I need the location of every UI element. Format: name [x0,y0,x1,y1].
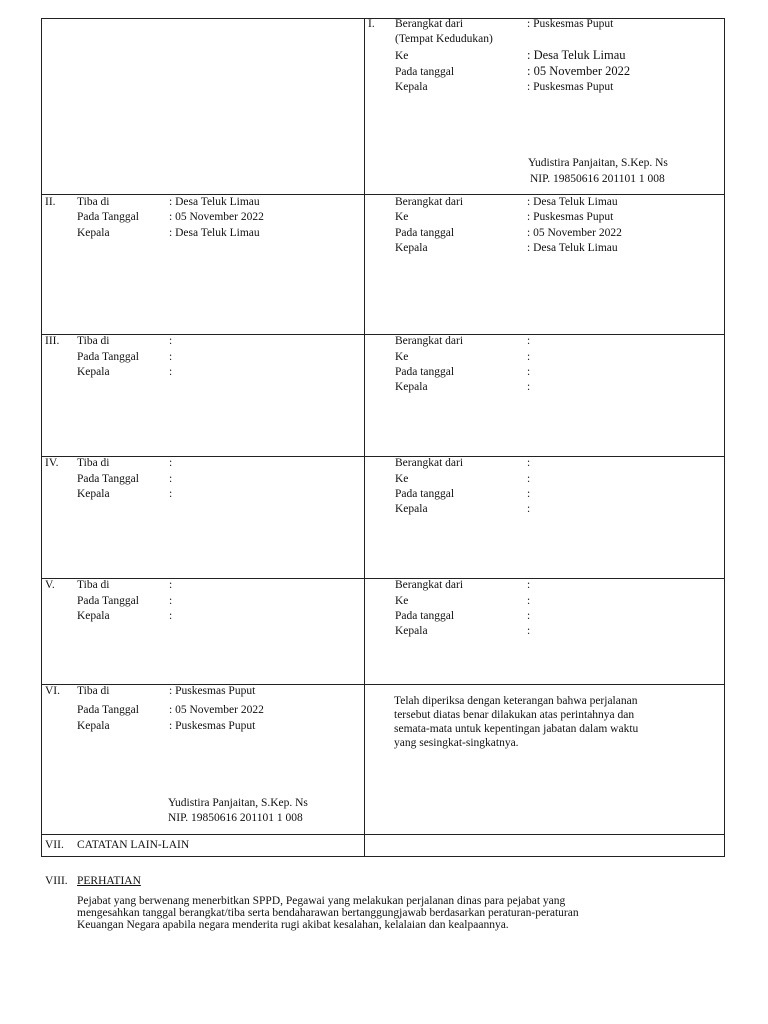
kepala-colon-right: : [527,381,531,393]
tiba-colon: : [169,457,173,469]
tanggal-label: Pada Tanggal [77,595,139,607]
tanggal-value: : 05 November 2022 [169,211,264,223]
kepala-label: Kepala [77,366,110,378]
ke-label: Ke [395,50,409,62]
tanggal-value: : 05 November 2022 [169,704,264,716]
perhatian-text-line-3: Keuangan Negara apabila negara menderita rugi akibat kesalahan, kelalaian dan kealpaannya. [77,919,509,931]
kepala-label: Kepala [77,488,110,500]
berangkat-value: : Desa Teluk Limau [527,196,618,208]
tanggal-label: Pada Tanggal [77,704,139,716]
kepala-colon: : [169,488,173,500]
kepala-colon: : [169,366,173,378]
kepala-label-right: Kepala [395,381,428,393]
signatory-name: Yudistira Panjaitan, S.Kep. Ns [528,157,668,169]
kepala-value: : Puskesmas Puput [527,81,614,93]
ke-label: Ke [395,595,409,607]
perhatian-text-line-1: Pejabat yang berwenang menerbitkan SPPD, Pegawai yang melakukan perjalanan dinas para pejabat yang [77,895,566,907]
tiba-value: : Puskesmas Puput [169,685,256,697]
kepala-label: Kepala [77,720,110,732]
section-number: VIII. [45,875,68,887]
perhatian-title: PERHATIAN [77,875,141,887]
berangkat-sublabel: (Tempat Kedudukan) [395,33,493,45]
kepala-colon: : [169,610,173,622]
berangkat-label: Berangkat dari [395,196,464,208]
tanggal-colon-right: : [527,610,531,622]
section-number: VII. [45,839,64,851]
berangkat-colon: : [527,579,531,591]
ke-label: Ke [395,351,409,363]
kepala-colon-right: : [527,625,531,637]
tanggal-colon: : [169,473,173,485]
row-divider-6 [41,834,725,835]
tiba-colon: : [169,335,173,347]
tiba-label: Tiba di [77,335,110,347]
tanggal-label-right: Pada tanggal [395,227,455,239]
signatory-name: Yudistira Panjaitan, S.Kep. Ns [168,797,308,809]
signatory-nip: NIP. 19850616 201101 1 008 [168,812,303,824]
berangkat-label: Berangkat dari [395,335,464,347]
tanggal-colon-right: : [527,488,531,500]
section-number: IV. [45,457,59,469]
verification-statement-line-1: Telah diperiksa dengan keterangan bahwa perjalanan [394,695,638,707]
verification-statement-line-3: semata-mata untuk kepentingan jabatan dalam waktu [394,723,639,735]
kepala-label: Kepala [77,227,110,239]
kepala-label-right: Kepala [395,625,428,637]
berangkat-colon: : [527,457,531,469]
verification-statement-line-4: yang sesingkat-singkatnya. [394,737,519,749]
kepala-colon-right: : [527,503,531,515]
table-column-divider [364,18,365,857]
kepala-label: Kepala [77,610,110,622]
tanggal-value-right: : 05 November 2022 [527,227,622,239]
tiba-value: : Desa Teluk Limau [169,196,260,208]
tanggal-colon-right: : [527,366,531,378]
kepala-label-right: Kepala [395,503,428,515]
tiba-label: Tiba di [77,196,110,208]
kepala-value-right: : Desa Teluk Limau [527,242,618,254]
kepala-label: Kepala [395,81,428,93]
row-divider-3 [41,456,725,457]
tiba-label: Tiba di [77,685,110,697]
ke-label: Ke [395,211,409,223]
perhatian-text-line-2: mengesahkan tanggal berangkat/tiba serta bendaharawan bertanggungjawab berdasarkan peraturan-peraturan [77,907,579,919]
tiba-label: Tiba di [77,457,110,469]
tiba-label: Tiba di [77,579,110,591]
row-divider-5 [41,684,725,685]
ke-label: Ke [395,473,409,485]
tanggal-colon: : [169,595,173,607]
section-number: II. [45,196,56,208]
row-divider-2 [41,334,725,335]
tanggal-label: Pada Tanggal [77,351,139,363]
kepala-label-right: Kepala [395,242,428,254]
tanggal-label-right: Pada tanggal [395,488,455,500]
ke-colon: : [527,473,531,485]
kepala-value: : Desa Teluk Limau [169,227,260,239]
tanggal-label-right: Pada tanggal [395,610,455,622]
section-number: VI. [45,685,61,697]
ke-value: : Puskesmas Puput [527,211,614,223]
berangkat-label: Berangkat dari [395,457,464,469]
section-number: III. [45,335,60,347]
berangkat-value: : Puskesmas Puput [527,18,614,30]
tanggal-colon: : [169,351,173,363]
ke-colon: : [527,351,531,363]
berangkat-colon: : [527,335,531,347]
section-number: I. [368,18,375,30]
verification-statement-line-2: tersebut diatas benar dilakukan atas perintahnya dan [394,709,635,721]
tanggal-label: Pada Tanggal [77,473,139,485]
ke-value: : Desa Teluk Limau [527,48,626,62]
tanggal-label-right: Pada tanggal [395,366,455,378]
tanggal-value: : 05 November 2022 [527,64,631,78]
berangkat-label: Berangkat dari [395,579,464,591]
tanggal-label: Pada Tanggal [77,211,139,223]
kepala-value: : Puskesmas Puput [169,720,256,732]
catatan-label: CATATAN LAIN-LAIN [77,839,190,851]
section-number: V. [45,579,55,591]
tanggal-label: Pada tanggal [395,66,455,78]
signatory-nip: NIP. 19850616 201101 1 008 [530,173,665,185]
row-divider-4 [41,578,725,579]
tiba-colon: : [169,579,173,591]
row-divider-1 [41,194,725,195]
berangkat-label: Berangkat dari [395,18,464,30]
ke-colon: : [527,595,531,607]
